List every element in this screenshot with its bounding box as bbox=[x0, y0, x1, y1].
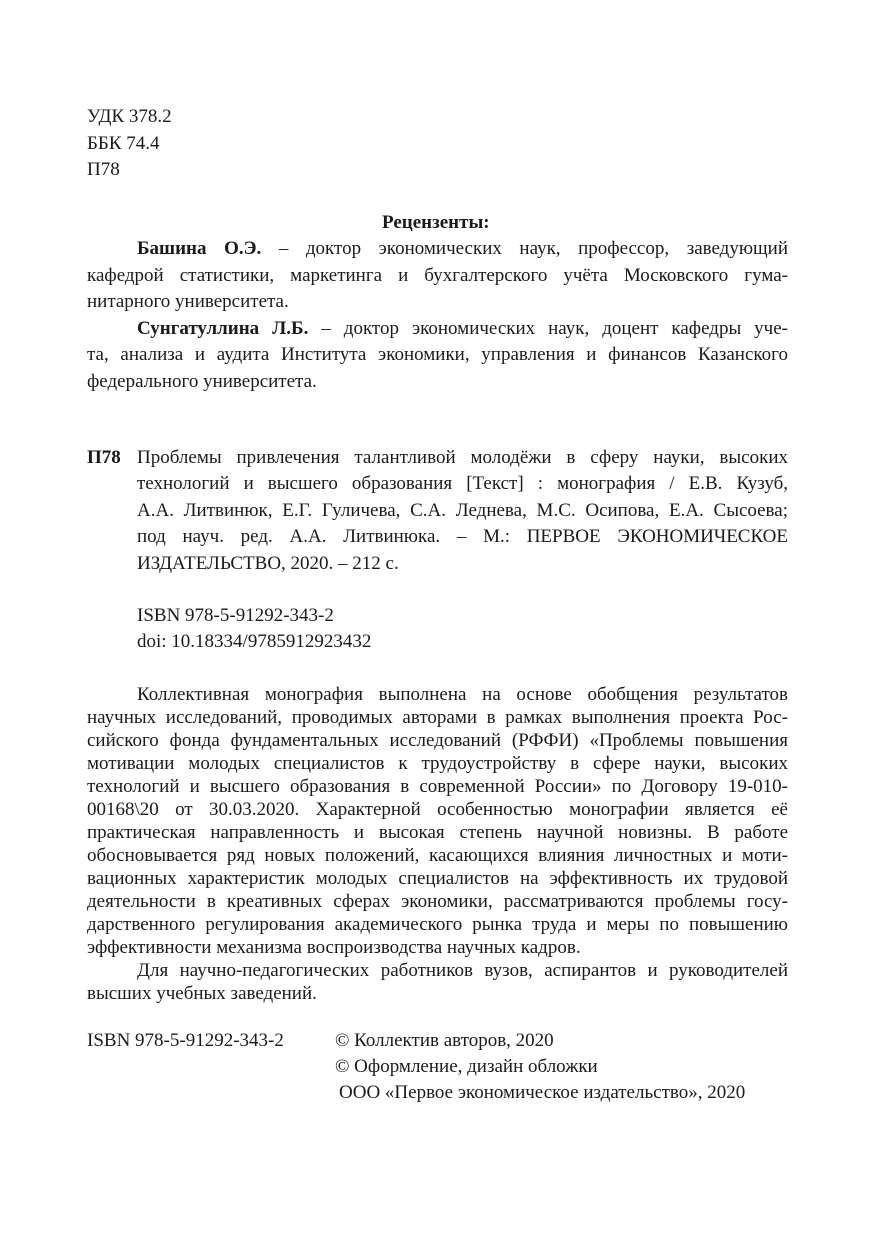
annotation-line: деятельности в креативных сферах экономики, рассматриваются проблемы госу- bbox=[87, 891, 788, 912]
author-mark: П78 bbox=[87, 159, 120, 180]
bibliographic-line-3: А.А. Литвинюк, Е.Г. Гуличева, С.А. Леднева, М.С. Осипова, Е.А. Сысоева; bbox=[137, 500, 788, 521]
reviewer-2-line-2: та, анализа и аудита Института экономики, управления и финансов Казанского bbox=[87, 344, 788, 365]
bibliographic-line-1: Проблемы привлечения талантливой молодёжи в сферу науки, высоких bbox=[137, 447, 788, 468]
reviewer-1-name: Башина О.Э. bbox=[137, 238, 262, 259]
bibliographic-line-2: технологий и высшего образования [Текст] : монография / Е.В. Кузуб, bbox=[137, 473, 788, 494]
reviewer-1-line-3: нитарного университета. bbox=[87, 291, 289, 312]
bibliographic-isbn: ISBN 978-5-91292-343-2 bbox=[137, 605, 334, 626]
reviewer-2-line-3: федерального университета. bbox=[87, 371, 317, 392]
copyright-publisher: ООО «Первое экономическое издательство», 2020 bbox=[339, 1082, 746, 1103]
reviewer-2-name: Сунгатуллина Л.Б. bbox=[137, 318, 309, 339]
copyright-authors: © Коллектив авторов, 2020 bbox=[335, 1030, 554, 1051]
annotation-line: дарственного регулирования академического рынка труда и меры по повышению bbox=[87, 914, 788, 935]
reviewer-1-line-1: Башина О.Э. – доктор экономических наук, профессор, заведующий bbox=[137, 238, 788, 259]
annotation-line: Для научно-педагогических работников вузов, аспирантов и руководителей bbox=[137, 960, 788, 981]
annotation-line: 00168\20 от 30.03.2020. Характерной особенностью монографии является её bbox=[87, 799, 788, 820]
copyright-isbn: ISBN 978-5-91292-343-2 bbox=[87, 1030, 284, 1051]
udk-code: УДК 378.2 bbox=[87, 106, 172, 127]
bibliographic-line-4: под науч. ред. А.А. Литвинюка. – М.: ПЕРВОЕ ЭКОНОМИЧЕСКОЕ bbox=[137, 526, 788, 547]
bbk-code: ББК 74.4 bbox=[87, 133, 160, 154]
reviewers-heading: Рецензенты: bbox=[382, 212, 490, 233]
annotation-line: практическая направленность и высокая степень научной новизны. В работе bbox=[87, 822, 788, 843]
annotation-line: сийского фонда фундаментальных исследований (РФФИ) «Проблемы повышения bbox=[87, 730, 788, 751]
copyright-design: © Оформление, дизайн обложки bbox=[335, 1056, 598, 1077]
reviewer-2-line-1: Сунгатуллина Л.Б. – доктор экономических наук, доцент кафедры уче- bbox=[137, 318, 789, 339]
annotation-line: научных исследований, проводимых авторами в рамках выполнения проекта Рос- bbox=[87, 707, 788, 728]
bibliographic-line-5: ИЗДАТЕЛЬСТВО, 2020. – 212 с. bbox=[137, 553, 399, 574]
annotation-line: обосновывается ряд новых положений, касающихся влияния личностных и моти- bbox=[87, 845, 788, 866]
annotation-line: эффективности механизма воспроизводства научных кадров. bbox=[87, 937, 581, 958]
annotation-line: технологий и высшего образования в современной России» по Договору 19-010- bbox=[87, 776, 788, 797]
annotation-line: вационных характеристик молодых специалистов на эффективность их трудовой bbox=[87, 868, 788, 889]
reviewer-1-line-2: кафедрой статистики, маркетинга и бухгалтерского учёта Московского гума- bbox=[87, 265, 788, 286]
bibliographic-doi: doi: 10.18334/9785912923432 bbox=[137, 631, 372, 652]
annotation-line: высших учебных заведений. bbox=[87, 983, 317, 1004]
annotation-line: мотивации молодых специалистов к трудоустройству в сфере науки, высоких bbox=[87, 753, 788, 774]
bibliographic-mark: П78 bbox=[87, 447, 121, 468]
annotation-line: Коллективная монография выполнена на основе обобщения результатов bbox=[137, 684, 788, 705]
